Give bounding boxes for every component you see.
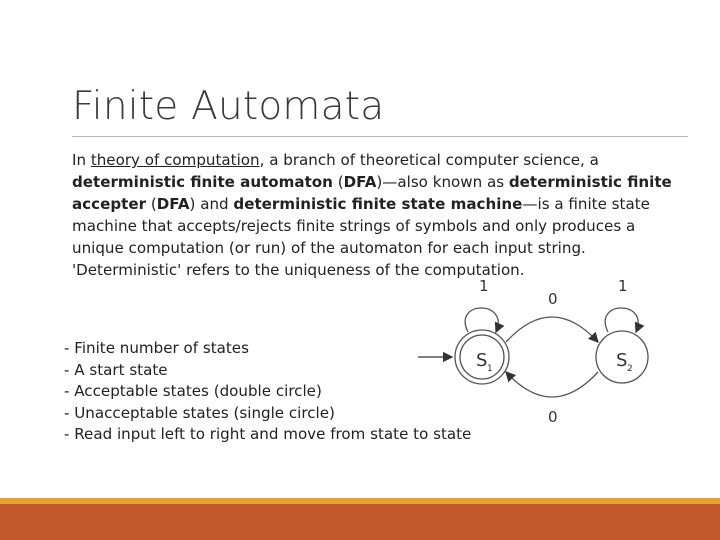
bold-term: DFA xyxy=(156,195,190,213)
slide-title: Finite Automata xyxy=(72,84,385,129)
text-run: ) and xyxy=(189,195,234,213)
bullet-item: - A start state xyxy=(64,360,168,379)
title-divider xyxy=(72,136,688,137)
transition-top-label: 0 xyxy=(548,290,558,308)
text-run: In xyxy=(72,151,91,169)
text-run: ( xyxy=(146,195,157,213)
theory-of-computation-link[interactable]: theory of computation xyxy=(90,151,260,169)
state-s1-subscript: 1 xyxy=(487,364,493,374)
footer-band xyxy=(0,498,720,540)
text-run: —is a finite state machine that accepts/rejects finite strings of symbols and only produces a unique computation (or run) of the automaton for each input string. 'Deterministic' refers to the uniqueness of the computation. xyxy=(72,195,650,279)
self-loop-s1 xyxy=(465,308,498,332)
footer-accent-stripe xyxy=(0,498,720,504)
self-loop-s2-label: 1 xyxy=(618,277,628,295)
dfa-diagram xyxy=(410,270,650,440)
self-loop-s2 xyxy=(605,308,638,332)
state-s2-label: S xyxy=(616,350,628,371)
text-run: )—also known as xyxy=(376,173,509,191)
transition-bottom-label: 0 xyxy=(548,408,558,426)
text-run: , a branch of theoretical computer science, a xyxy=(259,151,599,169)
text-run: ( xyxy=(332,173,344,191)
state-s2-subscript: 2 xyxy=(627,364,633,374)
bold-term: deterministic finite state machine xyxy=(233,195,523,213)
bullet-item: - Acceptable states (double circle) xyxy=(64,382,322,400)
bullet-item: - Finite number of states xyxy=(64,339,249,357)
state-s1-label: S xyxy=(476,350,488,371)
bullet-item: - Read input left to right and move from state to state xyxy=(64,425,472,443)
bullet-item: - Unacceptable states (single circle) xyxy=(64,403,335,422)
transition-s1-to-s2 xyxy=(506,317,598,342)
bold-term: deterministic finite automaton xyxy=(72,173,333,191)
definition-paragraph xyxy=(72,149,672,281)
bold-term: DFA xyxy=(343,173,377,191)
self-loop-s1-label: 1 xyxy=(479,277,489,295)
bold-term: deterministic finite accepter xyxy=(72,173,672,213)
transition-s2-to-s1 xyxy=(506,372,598,397)
